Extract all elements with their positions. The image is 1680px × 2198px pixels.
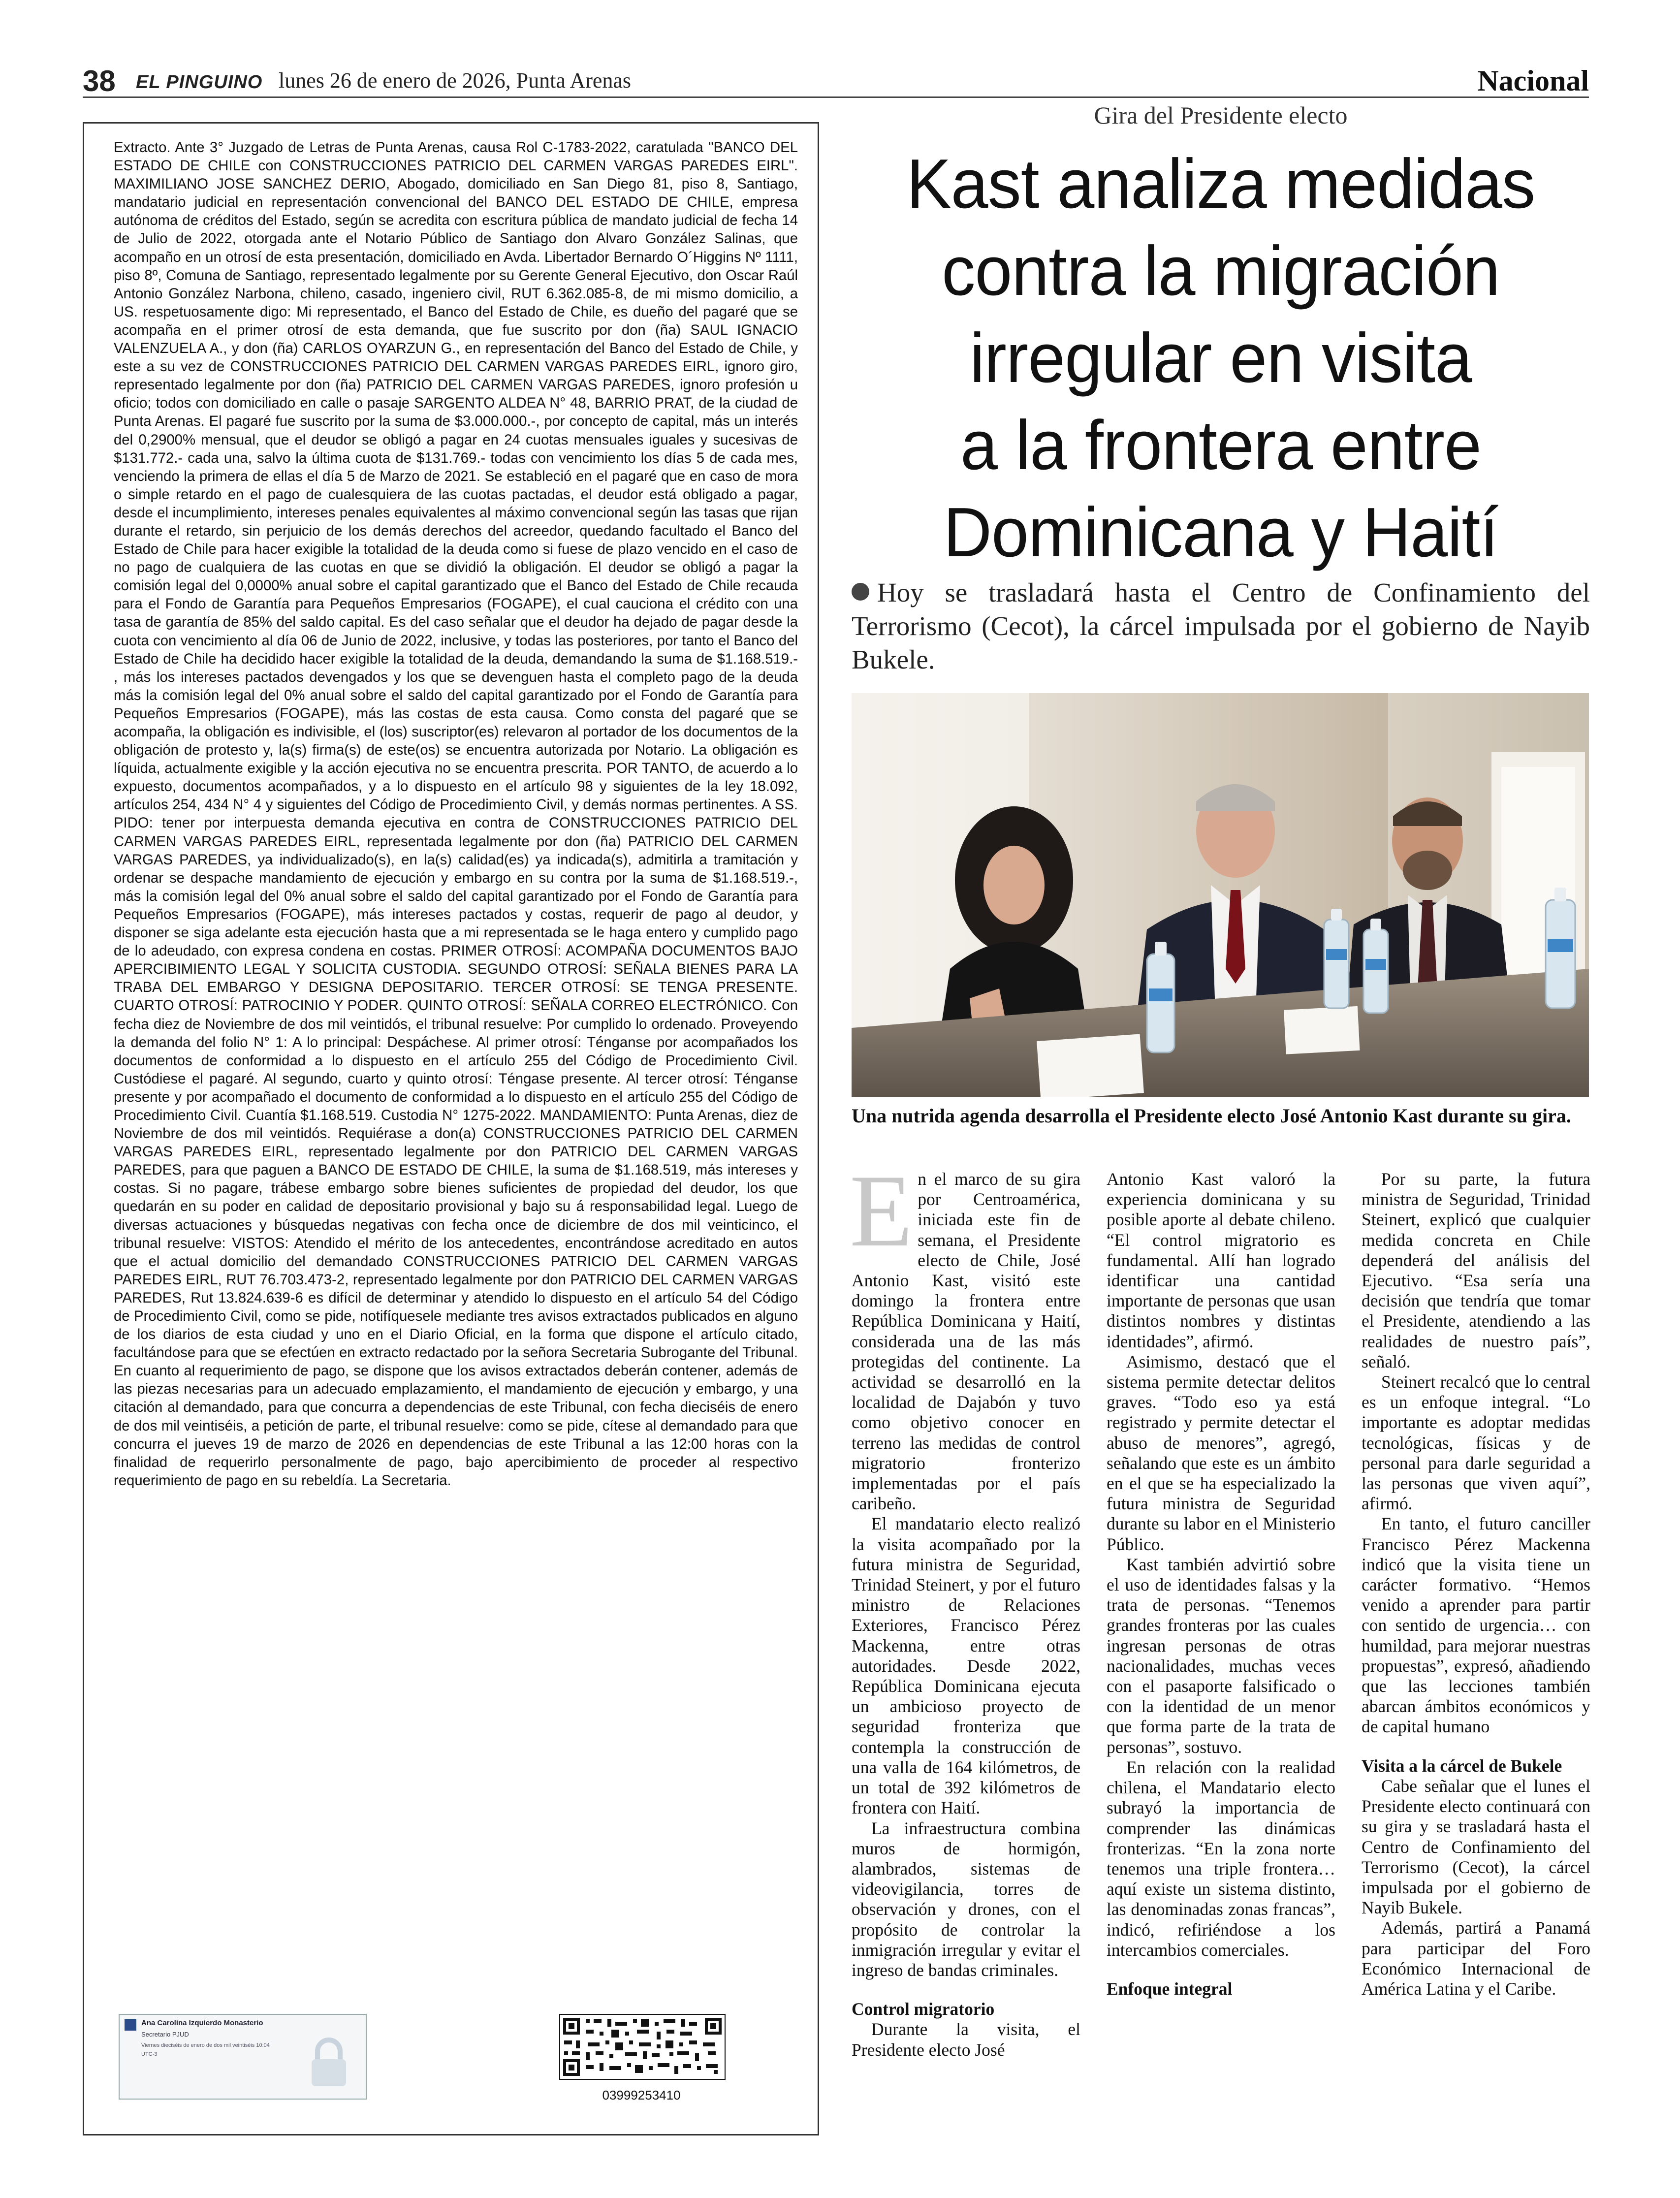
article-paragraph: Por su parte, la futura ministra de Seguridad, Trinidad Steinert, explicó que cualquier medida concreta en Chile dependerá del análisis del Ejecutivo. “Esa sería una decisión que tendría que tomar el Presidente, atendiendo a las realidades de nuestro país”, señaló. [1362,1169,1590,1371]
article-subhead: Control migratorio [852,1999,995,2019]
article-paragraph: En tanto, el futuro canciller Francisco Pérez Mackenna indicó que la visita tiene un carácter formativo. “Hemos venido a aprender para partir con sentido de urgencia… con humildad, para mejorar nuestras propuestas”, expresó, añadiendo que las lecciones también abarcan ámbitos económicos y de capital humano [1362,1514,1590,1737]
article-paragraph: El mandatario electo realizó la visita acompañado por la futura ministra de Seguridad, Trinidad Steinert, y por el futuro ministro de Relaciones Exteriores, Francisco Pérez Mackenna, entre otras autoridades. Desde 2022, República Dominicana ejecuta un ambicioso proyecto de seguridad fronteriza que contempla la construcción de una valla de 164 kilómetros, de un total de 392 kilómetros de frontera con Haití. [852,1514,1080,1818]
legal-notice-text: Extracto. Ante 3° Juzgado de Letras de Punta Arenas, causa Rol C-1783-2022, caratulada "BANCO DEL ESTADO DE CHILE con CONSTRUCCIONES PATRICIO DEL CARMEN VARGAS PAREDES EIRL". MAXIMILIANO JOSE SANCHEZ DERIO, Abogado, domiciliado en San Diego 81, piso 8, Santiago, mandatario judicial en representación convencional del BANCO DEL ESTADO DE CHILE, empresa autónoma de créditos del Estado, según se acredita con escritura pública de mandato judicial de fecha 14 de Julio de 2022, otorgada ante el Notario Público de Santiago don Alvaro González Salinas, que acompaño en un otrosí de esta presentación, domiciliado en Avda. Libertador Bernardo O´Higgins Nº 1111, piso 8º, Comuna de Santiago, representado legalmente por su Gerente General Ejecutivo, don Oscar Raúl Antonio González Narbona, chileno, casado, ingeniero civil, RUT 6.362.085-8, de mi mismo domicilio, a US. respetuosamente digo: Mi representado, el Banco del Estado de Chile, es dueño del pagaré que se acompaña en el primer otrosí de esta demanda, que fue suscrito por don (ña) SAUL IGNACIO VALENZUELA A., y don (ña) CARLOS OYARZUN G., en representación del Banco del Estado de Chile, y este a su vez de CONSTRUCCIONES PATRICIO DEL CARMEN VARGAS PAREDES EIRL, ignoro giro, representado legalmente por don (ña) PATRICIO DEL CARMEN VARGAS PAREDES, ignoro profesión u oficio; todos con domiciliado en calle o pasaje SARGENTO ALDEA N° 48, BARRIO PRAT, de la ciudad de Punta Arenas. El pagaré fue suscrito por la suma de $3.000.000.-, por concepto de capital, más un interés del 0,2900% mensual, que el deudor se obligó a pagar en 24 cuotas mensuales iguales y sucesivas de $131.772.- cada una, salvo la última cuota de $131.769.- todas con vencimiento los días 5 de cada mes, venciendo la primera de ellas el día 5 de Marzo de 2021. Se estableció en el pagaré que en caso de mora o simple retardo en el pago de cualesquiera de las cuotas pactadas, el deudor está obligado a pagar, desde el incumplimiento, intereses penales equivalentes al máximo convencional según las tasas que rijan durante el retardo, sin perjuicio de los demás derechos del acreedor, quedando facultado el Banco del Estado de Chile para hacer exigible la totalidad de la deuda como si fuese de plazo vencido en el caso de no pago de cualquiera de las cuotas en que se dividió la obligación. El deudor se obligó a pagar la comisión legal del 0,0000% anual sobre el capital garantizado que el Banco del Estado de Chile recauda para el Fondo de Garantía para Pequeños Empresarios (FOGAPE), el cual cauciona el crédito con una tasa de garantía de 85% del saldo capital. Es del caso señalar que el deudor ha dejado de pagar desde la cuota con vencimiento al día 06 de Junio de 2022, inclusive, y todas las posteriores, por tanto el Banco del Estado de Chile ha decidido hacer exigible la totalidad de la deuda, demandando la suma de $1.168.519.- , más los intereses pactados devengados y los que se devenguen hasta el completo pago de la deuda más la comisión legal del 0% anual sobre el saldo del capital garantizado por el Fondo de Garantía para Pequeños Empresarios (FOGAPE), más las costas de esta causa. Como consta del pagaré que se acompaña, la obligación es indivisible, el (los) suscriptor(es) relevaron al portador de los documentos de la obligación de protesto y, la(s) firma(s) de este(os) se encuentra autorizada por Notario. La obligación es líquida, actualmente exigible y la acción ejecutiva no se encuentra prescrita. POR TANTO, de acuerdo a lo expuesto, documentos acompañados, y a lo dispuesto en el artículo 98 y siguientes de la ley 18.092, artículos 254, 434 N° 4 y siguientes del Código de Procedimiento Civil, y demás normas pertinentes. A SS. PIDO: tener por interpuesta demanda ejecutiva en contra de CONSTRUCCIONES PATRICIO DEL CARMEN VARGAS PAREDES EIRL, representada legalmente por don (ña) PATRICIO DEL CARMEN VARGAS PAREDES, ya individualizado(s), en la(s) calidad(es) ya indicada(s), admitirla a tramitación y ordenar se despache mandamiento de ejecución y embargo en su contra por la suma de $1.168.519.-, más la comisión legal del 0% anual sobre el saldo del capital garantizado por el Fondo de Garantía para Pequeños Empresarios (FOGAPE), más intereses pactados y costas, requerir de pago al deudor, y disponer se siga adelante esta ejecución hasta que a mi representada se le haga entero y cumplido pago de lo adeudado, con expresa condena en costas. PRIMER OTROSÍ: ACOMPAÑA DOCUMENTOS BAJO APERCIBIMIENTO LEGAL Y SOLICITA CUSTODIA. SEGUNDO OTROSÍ: SEÑALA BIENES PARA LA TRABA DEL EMBARGO Y DESIGNA DEPOSITARIO. TERCER OTROSÍ: SE TENGA PRESENTE. CUARTO OTROSÍ: PATROCINIO Y PODER. QUINTO OTROSÍ: SEÑALA CORREO ELECTRÓNICO. Con fecha diez de Noviembre de dos mil veintidós, el tribunal resuelve: Por cumplido lo ordenado. Proveyendo la demanda del folio N° 1: A lo principal: Despáchese. Al primer otrosí: Ténganse por acompañados los documentos de conformidad a lo dispuesto en el artículo 255 del Código de Procedimiento Civil. Custódiese el pagaré. Al segundo, cuarto y quinto otrosí: Téngase presente. Al tercer otrosí: Ténganse presente y por acompañado el documento de conformidad a lo dispuesto en el artículo 255 del Código de Procedimiento Civil. Cuantía $1.168.519. Custodia N° 1275-2022. MANDAMIENTO: Punta Arenas, diez de Noviembre de dos mil veintidós. Requiérase a don(a) CONSTRUCCIONES PATRICIO DEL CARMEN VARGAS PAREDES EIRL, representado legalmente por don PATRICIO DEL CARMEN VARGAS PAREDES, para que paguen a BANCO DE ESTADO DE CHILE, la suma de $1.168.519, más intereses y costas. Si no pagare, trábese embargo sobre bienes suficientes de propiedad del deudor, los que quedarán en su poder en calidad de depositario provisional y bajo su á responsabilidad legal. Luego de diversas actuaciones y búsquedas negativas con fecha once de diciembre de dos mil veinticinco, el tribunal resuelve: VISTOS: Atendido el mérito de los antecedentes, encontrándose acreditado en autos que el actual domicilio del demandado CONSTRUCCIONES PATRICIO DEL CARMEN VARGAS PAREDES EIRL, RUT 76.703.473-2, representado legalmente por don PATRICIO DEL CARMEN VARGAS PAREDES, Rut 13.824.639-6 es difícil de determinar y atendido lo dispuesto en el artículo 54 del Código de Procedimiento Civil, como se pide, notifíquesele mediante tres avisos extractados publicados en alguno de los diarios de esta ciudad y uno en el Diario Oficial, en la forma que dispone el artículo citado, facultándose para que se efectúen en extracto redactado por la señora Secretaria Subrogante del Tribunal. En cuanto al requerimiento de pago, se dispone que los avisos extractados deberán contener, además de las piezas necesarias para un adecuado emplazamiento, el mandamiento de ejecución y embargo, y una citación al demandado, para que concurra a dependencias de este Tribunal, con fecha dieciséis de enero de dos mil veintiséis, a petición de parte, el tribunal resuelve: como se pide, cítese al demandado para que concurra el jueves 19 de marzo de 2026 en dependencias de este Tribunal a las 12:00 horas con la finalidad de requerirlo personalmente de pago, bajo apercibimiento de proceder al respectivo requerimiento de pago en su rebeldía. La Secretaria. [114,139,798,1489]
drop-cap: E [850,1154,913,1268]
article-column-3 [1362,1169,1590,1999]
article-column-1 [850,1154,1080,2060]
signature-name: Ana Carolina Izquierdo Monasterio [141,2019,263,2027]
newspaper-logo: EL PINGUINO [136,72,263,93]
article-lead [852,576,1590,676]
section-name: Nacional [1477,64,1589,97]
article-paragraph: En relación con la realidad chilena, el Mandatario electo subrayó la importancia de comprender las dinámicas fronterizas. “En la zona norte tenemos una triple frontera… aquí existe un sistema distinto, las denominadas zonas francas”, indicó, refiriéndose a los intercambios comerciales. [1107,1757,1335,1960]
article-paragraph: Kast también advirtió sobre el uso de identidades falsas y la trata de personas. “Tenemos grandes fronteras por las cuales ingresan personas de otras nacionalidades, muchas veces con el pasaporte falsificado o con la identidad de un menor que forma parte de la trata de personas”, sostuvo. [1107,1554,1335,1757]
headline-line: Dominicana y Haití [943,493,1498,572]
article-paragraph: Asimismo, destacó que el sistema permite detectar delitos graves. “Todo eso ya está registrado y permite detectar el abuso de menores”, agregó, señalando que este es un ámbito en el que se ha especializado la futura ministra de Seguridad durante su labor en el Ministerio Público. [1107,1351,1335,1554]
article-paragraph: Además, partirá a Panamá para participar del Foro Económico Internacional de América Latina y el Caribe. [1362,1918,1590,1999]
signature-role: Secretario PJUD [141,2031,189,2038]
article-kicker: Gira del Presidente electo [1094,101,1348,129]
headline-line: contra la migración [942,232,1500,310]
bullet-icon [852,583,869,601]
lead-text: Hoy se trasladará hasta el Centro de Confinamiento del Terrorismo (Cecot), la cárcel impulsada por el gobierno de Nayib Bukele. [852,577,1590,674]
verification-code: 03999253410 [602,2088,681,2102]
article-headline [866,140,1575,576]
electronic-signature [119,2014,367,2100]
page-header [83,64,1589,98]
paragraph-text: n el marco de su gira por Centroamérica, iniciada este fin de semana, el Presidente electo de Chile, José Antonio Kast, visitó este domingo la frontera entre República Dominicana y Haití, considerada una de las más protegidas del continente. La actividad se desarrolló en la localidad de Dajabón y tuvo como objetivo conocer en terreno las medidas de control migratorio fronterizo implementadas por el país caribeño. [852,1169,1080,1514]
article-paragraph [850,1154,1080,1514]
signature-timezone: UTC-3 [141,2051,158,2057]
headline-line: irregular en visita [970,319,1472,397]
article-photo [852,693,1589,1097]
article-paragraph: Cabe señalar que el lunes el Presidente electo continuará con su gira y se trasladará hasta el Centro de Confinamiento del Terrorismo (Cecot), la cárcel impulsada por el gobierno de Nayib Bukele. [1362,1776,1590,1918]
article-paragraph: Steinert recalcó que lo central es un enfoque integral. “Lo importante es adoptar medidas tecnológicas, físicas y de personal para darle seguridad a las personas que viven aquí”, afirmó. [1362,1372,1590,1514]
article-subhead: Enfoque integral [1107,1978,1233,1999]
headline-line: a la frontera entre [960,406,1481,484]
signature-logo-icon [125,2019,136,2031]
signature-date: Viernes dieciséis de enero de dos mil veintiséis 10:04 [141,2042,270,2048]
legal-notice-box [83,122,819,2135]
page-number: 38 [83,64,116,97]
article-subhead: Visita a la cárcel de Bukele [1362,1755,1562,1776]
lock-icon [307,2035,351,2089]
article-paragraph: Antonio Kast valoró la experiencia dominicana y su posible aporte al debate chileno. “El control migratorio es fundamental. Allí han logrado identificar una cantidad importante de personas que usan distintos nombres y distintas identidades”, afirmó. [1107,1169,1335,1351]
issue-date: lunes 26 de enero de 2026, Punta Arenas [279,68,632,93]
headline-line: Kast analiza medidas [906,145,1535,223]
qr-code [559,2014,726,2080]
article-paragraph: La infraestructura combina muros de hormigón, alambrados, sistemas de videovigilancia, torres de observación y drones, con el propósito de controlar la inmigración irregular y evitar el ingreso de bandas criminales. [852,1818,1080,1980]
article-column-2 [1107,1169,1335,1999]
photo-caption: Una nutrida agenda desarrolla el Presidente electo José Antonio Kast durante su gira. [852,1105,1571,1127]
article-paragraph: Durante la visita, el Presidente electo José [852,2019,1080,2060]
